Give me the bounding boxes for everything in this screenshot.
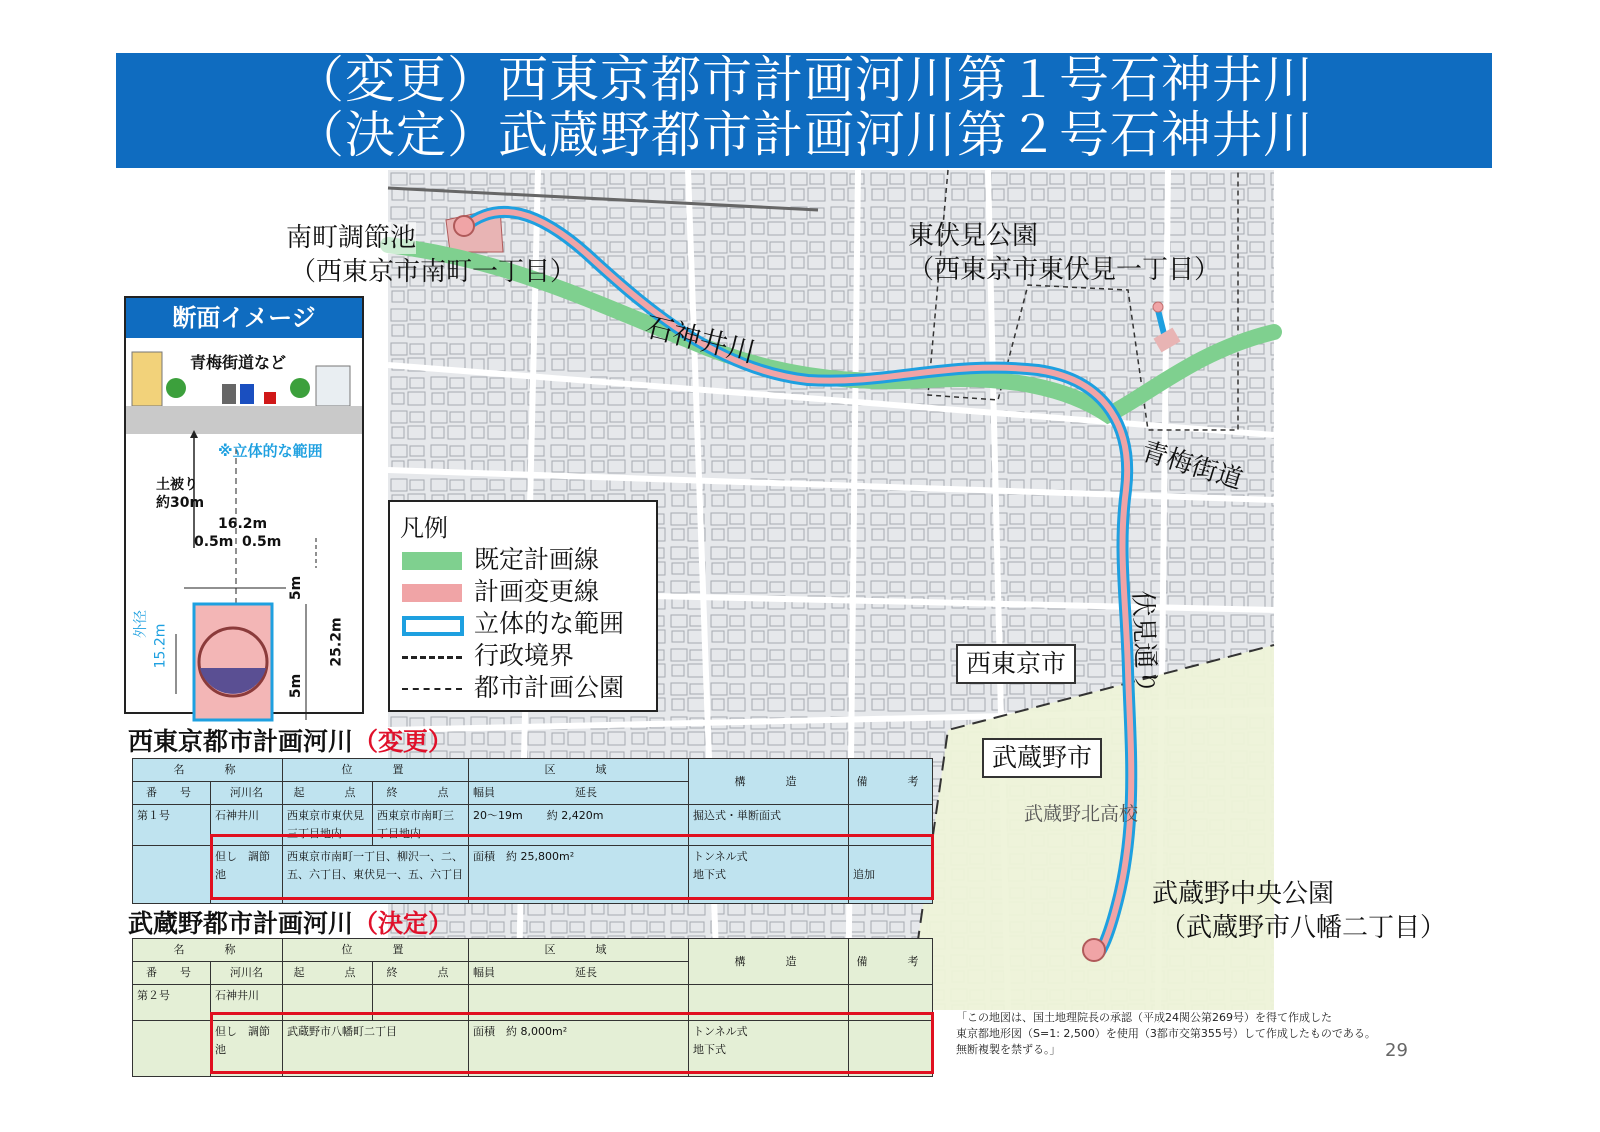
higashifushimi-marker (1153, 302, 1163, 312)
label-minamicho-addr: （西東京市南町一丁目） (290, 257, 577, 287)
row1-number: 第１号 (133, 805, 211, 846)
row1-start: 西東京市東伏見三丁目地内 (283, 805, 373, 846)
map-legend (388, 500, 658, 712)
map-credit-footnote (956, 1010, 1396, 1058)
tree-icon (166, 378, 186, 398)
musashino-endpoint (1083, 939, 1105, 961)
cross-section-panel (124, 296, 364, 714)
row1-number: 第２号 (133, 985, 211, 1021)
label-musashino-central-park: 武蔵野中央公園 (1152, 879, 1335, 909)
row2-structure-1: トンネル式 (693, 1025, 748, 1038)
row1-width: 20～19m (473, 809, 523, 822)
legend-blue-outline-icon (402, 616, 464, 636)
row2-proviso: 但し (215, 850, 237, 863)
truck-icon (222, 384, 236, 404)
legend-pink-band-icon (402, 584, 462, 602)
hdr-length: 延長 (575, 786, 597, 799)
table1-heading (128, 722, 453, 758)
legend-title: 凡例 (400, 514, 448, 542)
margin-left: 0.5m (194, 534, 234, 550)
row2-area: 面積 約 25,800m² (469, 846, 689, 904)
top-gap: 5m (288, 575, 305, 601)
table1-heading-text: 西東京都市計画河川 (128, 727, 354, 756)
hdr-structure: 構 造 (689, 939, 849, 985)
hdr-remarks: 備 考 (849, 759, 933, 805)
row2-blank (133, 846, 211, 904)
bottom-gap: 5m (288, 673, 305, 699)
legend-item-existing (402, 546, 652, 576)
table2-heading-text: 武蔵野都市計画河川 (128, 909, 354, 938)
height-total: 25.2m (328, 617, 345, 667)
hdr-name: 名 称 (133, 759, 283, 782)
hdr-end: 終 点 (373, 782, 469, 805)
table2-highlight-box (210, 1012, 934, 1074)
label-ome-kaido: 青梅街道 (1137, 436, 1247, 496)
label-nishitokyo-city: 西東京市 (956, 644, 1076, 684)
hdr-length: 延長 (575, 966, 597, 979)
label-higashifushimi-addr: （西東京市東伏見一丁目） (908, 255, 1221, 285)
hdr-number: 番 号 (133, 782, 211, 805)
legend-item-changed (402, 578, 652, 608)
table1-highlight-box (210, 834, 934, 900)
car-icon (264, 392, 276, 404)
row2-structure-1: トンネル式 (693, 850, 748, 863)
ground-band (126, 406, 362, 434)
row1-river-name: 石神井川 (211, 985, 283, 1021)
hdr-remarks: 備 考 (849, 939, 933, 985)
row1-structure: 掘込式・単断面式 (689, 805, 849, 846)
row2-location: 西東京市南町一丁目、柳沢一、二、五、六丁目、東伏見一、五、六丁目 (283, 846, 469, 904)
table2-heading (128, 904, 453, 940)
label-river: 石神井川 (641, 309, 759, 370)
hdr-end: 終 点 (373, 962, 469, 985)
legend-green-band-icon (402, 552, 462, 570)
bus-icon (240, 384, 254, 404)
hdr-width-length (469, 782, 689, 805)
hdr-area: 区 域 (469, 759, 689, 782)
legend-item-solid (402, 610, 652, 640)
road-label: 青梅街道など (190, 353, 287, 372)
cross-section-header: 断面イメージ (126, 298, 362, 338)
hdr-start: 起 点 (283, 782, 373, 805)
row2-facility: 調節池 (215, 1025, 270, 1056)
tree-icon (290, 378, 310, 398)
hdr-location: 位 置 (283, 759, 469, 782)
minamicho-endpoint (454, 216, 474, 236)
label-musashino-kita-hs: 武蔵野北高校 (1024, 803, 1139, 825)
page-number: 29 (1385, 1040, 1408, 1061)
title-line-1: （変更）西東京都市計画河川第１号石神井川 (294, 51, 1314, 109)
hdr-width: 幅員 (473, 966, 495, 979)
footnote-line-2: 東京都地形図（S=1: 2,500）を使用（3都市交第355号）して作成したものである。 (956, 1027, 1376, 1040)
legend-long-dash-icon (402, 656, 462, 659)
row2-area: 面積 約 8,000m² (469, 1021, 689, 1077)
row1-river-name: 石神井川 (211, 805, 283, 846)
table1-heading-tag: （変更） (353, 727, 454, 756)
label-minamicho-pond: 南町調節池 (286, 223, 417, 253)
margin-right: 0.5m (242, 534, 282, 550)
building-right-icon (316, 366, 350, 406)
legend-label: 行政境界 (474, 641, 575, 670)
row2-remarks: 追加 (849, 846, 933, 904)
row2-structure-2: 地下式 (693, 1043, 726, 1056)
label-musashino-central-addr: （武蔵野市八幡二丁目） (1160, 913, 1447, 943)
legend-item-park (402, 674, 652, 704)
title-line-2: （決定）武蔵野都市計画河川第２号石神井川 (294, 106, 1314, 164)
hdr-start: 起 点 (283, 962, 373, 985)
hdr-width-length (469, 962, 689, 985)
width-total: 16.2m (218, 516, 268, 532)
hdr-area: 区 域 (469, 939, 689, 962)
legend-label: 計画変更線 (474, 577, 600, 606)
row1-length: 約 2,420m (546, 809, 604, 822)
hdr-number: 番 号 (133, 962, 211, 985)
label-higashifushimi-park: 東伏見公園 (908, 221, 1039, 251)
row2-proviso: 但し (215, 1025, 237, 1038)
row2-structure-2: 地下式 (693, 868, 726, 881)
hdr-location: 位 置 (283, 939, 469, 962)
hdr-structure: 構 造 (689, 759, 849, 805)
solid-range-note: ※立体的な範囲 (218, 442, 323, 460)
row2-location: 武蔵野市八幡町二丁目 (283, 1021, 469, 1077)
table2-heading-tag: （決定） (353, 909, 454, 938)
hdr-river-name: 河川名 (211, 962, 283, 985)
outer-diameter-label: 外径 (133, 610, 149, 638)
hdr-river-name: 河川名 (211, 782, 283, 805)
label-fushimi-dori: 伏見通り (1127, 590, 1161, 696)
legend-item-admin (402, 642, 652, 672)
legend-label: 都市計画公園 (474, 673, 625, 702)
title-banner (116, 53, 1492, 168)
legend-label: 既定計画線 (474, 545, 600, 574)
label-musashino-city: 武蔵野市 (982, 738, 1102, 778)
legend-short-dash-icon (402, 688, 462, 690)
cover-depth: 約30m (156, 495, 205, 511)
building-left-icon (132, 352, 162, 406)
row1-end: 西東京市南町三丁目地内 (373, 805, 469, 846)
hdr-width: 幅員 (473, 786, 495, 799)
legend-label: 立体的な範囲 (474, 609, 625, 638)
footnote-line-1: 「この地図は、国土地理院長の承認（平成24関公第269号）を得て作成した (956, 1011, 1332, 1024)
cover-label: 土被り (156, 477, 198, 493)
row2-facility: 調節池 (215, 850, 270, 881)
outer-diameter: 15.2m (152, 623, 169, 669)
row2-blank (133, 1021, 211, 1077)
hdr-name: 名 称 (133, 939, 283, 962)
footnote-line-3: 無断複製を禁ずる。」 (956, 1043, 1061, 1056)
